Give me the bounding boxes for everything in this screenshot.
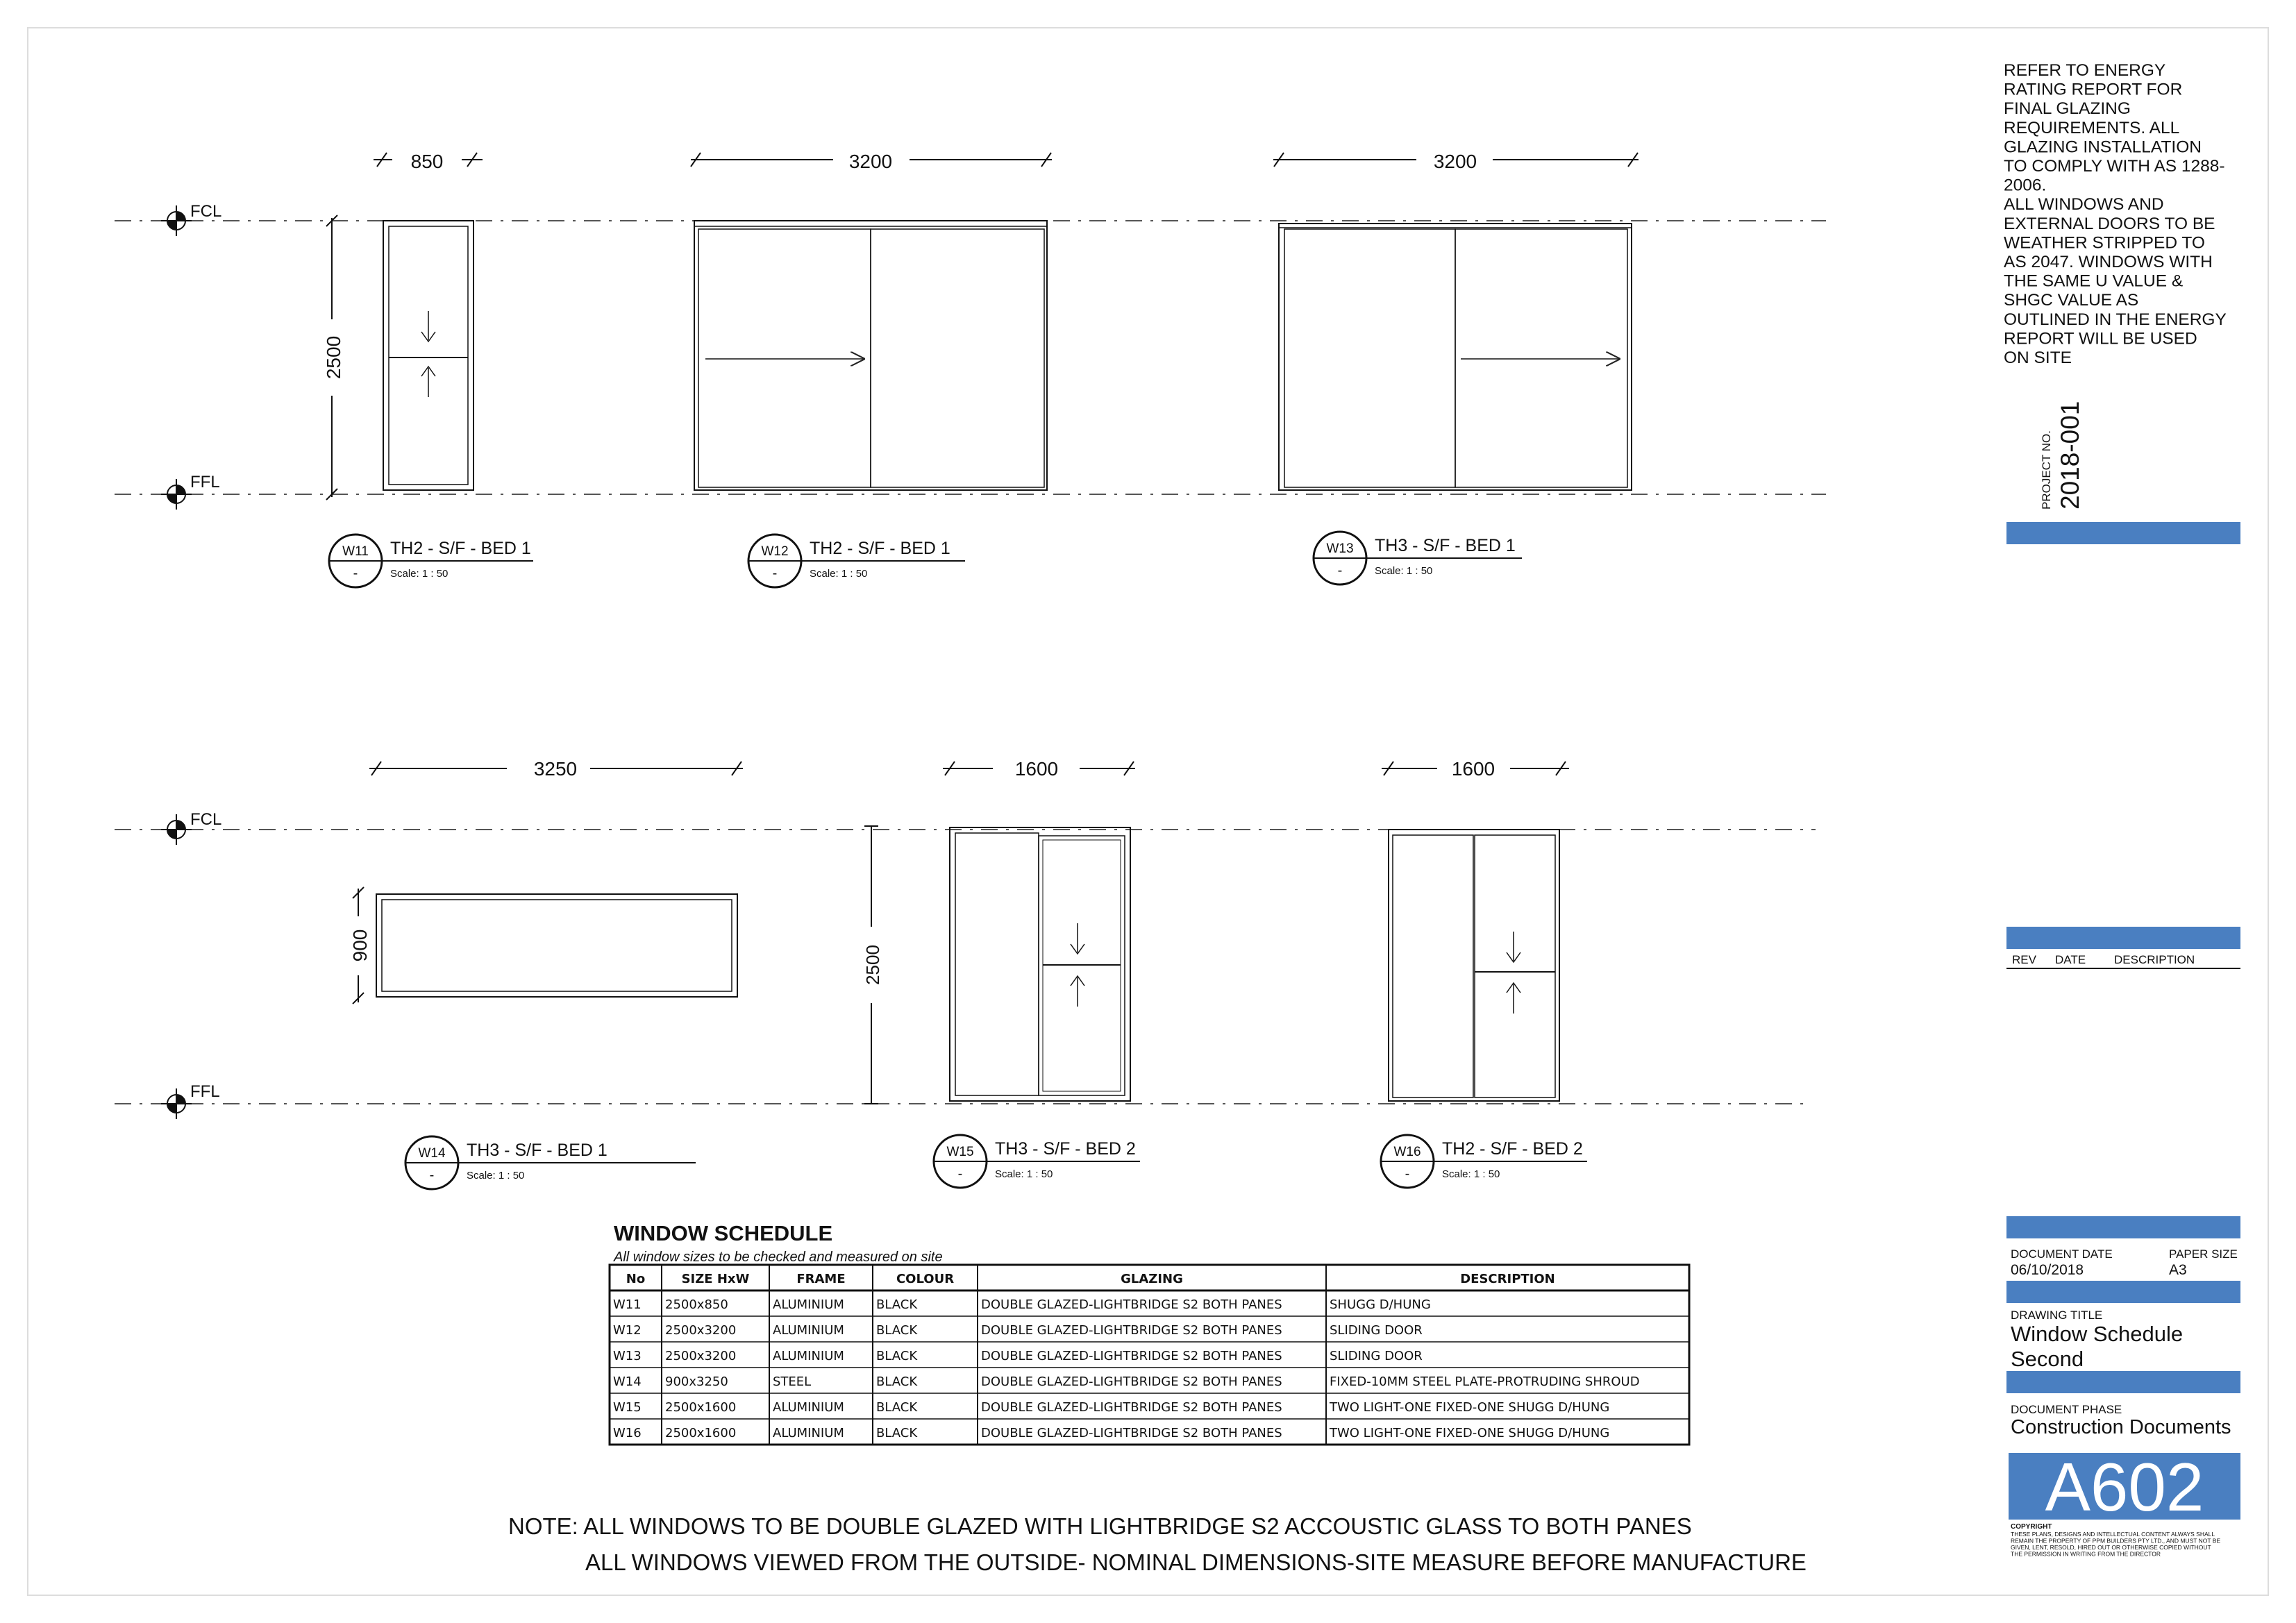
view-tag-w14-sub: -	[429, 1168, 435, 1183]
view-tag-w15	[934, 1135, 1140, 1188]
view-tag-w14-id: W14	[418, 1146, 446, 1161]
schedule-cell: 2500x3200	[665, 1323, 737, 1338]
w11-height-label: 2500	[323, 335, 344, 380]
drawing-title-line2: Second	[2011, 1347, 2084, 1371]
glazing-note	[2004, 61, 2227, 367]
view-tag-w15-sub: -	[957, 1166, 963, 1181]
drawing-title-label: DRAWING TITLE	[2011, 1309, 2103, 1322]
schedule-cell: ALUMINIUM	[773, 1400, 844, 1415]
glazing-note-line: AS 2047. WINDOWS WITH	[2004, 253, 2213, 271]
view-tag-w12-title: TH2 - S/F - BED 1	[810, 539, 950, 558]
band-revision	[2006, 927, 2240, 949]
glazing-note-line: SHGC VALUE AS	[2004, 291, 2139, 310]
view-tag-w12	[748, 535, 965, 587]
level-label-fcl-top: FCL	[190, 202, 222, 221]
schedule-cell: 2500x3200	[665, 1349, 737, 1363]
schedule-cell: 2500x1600	[665, 1426, 737, 1440]
glazing-note-line: 2006.	[2004, 176, 2047, 195]
view-tag-w11-scale: Scale: 1 : 50	[390, 568, 449, 580]
band-date	[2006, 1216, 2240, 1238]
view-tag-w16-sub: -	[1405, 1166, 1410, 1181]
view-tag-w16	[1381, 1135, 1587, 1188]
band-phase	[2006, 1371, 2240, 1393]
level-marker-ffl-bottom	[161, 1088, 192, 1119]
document-phase: Construction Documents	[2011, 1416, 2231, 1438]
schedule-cell: ALUMINIUM	[773, 1426, 844, 1440]
view-tag-w15-scale: Scale: 1 : 50	[995, 1168, 1053, 1180]
glazing-note-line: GLAZING INSTALLATION	[2004, 137, 2202, 157]
project-no: 2018-001	[2056, 401, 2084, 510]
schedule-cell: SHUGG D/HUNG	[1330, 1297, 1431, 1312]
schedule-cell: W16	[613, 1426, 642, 1440]
note-line-1: NOTE: ALL WINDOWS TO BE DOUBLE GLAZED WITH LIGHTBRIDGE S2 ACCOUSTIC GLASS TO BOTH PANES	[508, 1513, 1692, 1539]
schedule-cell: DOUBLE GLAZED-LIGHTBRIDGE S2 BOTH PANES	[981, 1426, 1282, 1440]
glazing-note-line: REPORT WILL BE USED	[2004, 329, 2197, 348]
view-tag-w12-scale: Scale: 1 : 50	[810, 568, 868, 580]
level-label-ffl-bottom: FFL	[190, 1082, 220, 1101]
view-tag-w13-scale: Scale: 1 : 50	[1375, 565, 1433, 577]
schedule-header-cell: DESCRIPTION	[1460, 1272, 1555, 1286]
glazing-note-line: THE SAME U VALUE &	[2004, 271, 2184, 291]
schedule-cell: W12	[613, 1323, 642, 1338]
schedule-cell: DOUBLE GLAZED-LIGHTBRIDGE S2 BOTH PANES	[981, 1297, 1282, 1312]
schedule-cell: DOUBLE GLAZED-LIGHTBRIDGE S2 BOTH PANES	[981, 1349, 1282, 1363]
schedule-title: WINDOW SCHEDULE	[614, 1221, 833, 1245]
w12-width-label: 3200	[848, 151, 893, 172]
schedule-cell: 2500x1600	[665, 1400, 737, 1415]
paper-size: A3	[2169, 1262, 2187, 1278]
schedule-cell: DOUBLE GLAZED-LIGHTBRIDGE S2 BOTH PANES	[981, 1374, 1282, 1389]
view-tag-w16-scale: Scale: 1 : 50	[1442, 1168, 1500, 1180]
view-tag-w11-title: TH2 - S/F - BED 1	[390, 539, 531, 558]
rev-header-description: DESCRIPTION	[2114, 953, 2195, 966]
glazing-note-line: WEATHER STRIPPED TO	[2004, 233, 2205, 253]
schedule-cell: ALUMINIUM	[773, 1323, 844, 1338]
paper-size-label: PAPER SIZE	[2169, 1247, 2238, 1261]
schedule-header-cell: No	[626, 1272, 646, 1286]
view-tag-w16-title: TH2 - S/F - BED 2	[1442, 1139, 1583, 1159]
level-label-fcl-bottom: FCL	[190, 810, 222, 829]
schedule-cell: ALUMINIUM	[773, 1349, 844, 1363]
schedule-cell: SLIDING DOOR	[1330, 1323, 1423, 1338]
window-w16-elevation	[1389, 830, 1559, 1101]
view-tag-w11-id: W11	[342, 544, 369, 559]
glazing-note-line: REFER TO ENERGY	[2004, 61, 2166, 80]
view-tag-w14	[405, 1136, 696, 1189]
glazing-note-line: EXTERNAL DOORS TO BE	[2004, 214, 2215, 233]
window-w11-elevation	[383, 221, 474, 490]
glazing-note-line: RATING REPORT FOR	[2004, 80, 2183, 99]
schedule-cell: DOUBLE GLAZED-LIGHTBRIDGE S2 BOTH PANES	[981, 1400, 1282, 1415]
view-tag-w12-sub: -	[772, 566, 778, 581]
w15-height-label: 2500	[862, 945, 883, 985]
schedule-header-cell: FRAME	[796, 1272, 846, 1286]
schedule-header-cell: SIZE HxW	[681, 1272, 750, 1286]
schedule-cell: 900x3250	[665, 1374, 728, 1389]
schedule-cell: TWO LIGHT-ONE FIXED-ONE SHUGG D/HUNG	[1330, 1426, 1610, 1440]
schedule-cell: BLACK	[876, 1323, 918, 1338]
schedule-cell: STEEL	[773, 1374, 812, 1389]
copyright-label: COPYRIGHT	[2011, 1523, 2052, 1531]
band-project	[2006, 522, 2240, 544]
view-tag-w14-title: TH3 - S/F - BED 1	[467, 1141, 607, 1160]
document-date: 06/10/2018	[2011, 1262, 2084, 1278]
window-w13-elevation	[1279, 224, 1632, 490]
window-w14-elevation	[376, 894, 737, 997]
schedule-cell: BLACK	[876, 1297, 918, 1312]
copyright-line: REMAIN THE PROPERTY OF PPM BUILDERS PTY LTD., AND MUST NOT BE	[2011, 1537, 2221, 1545]
drawing-title-line1: Window Schedule	[2011, 1322, 2184, 1346]
level-marker-fcl-bottom	[161, 814, 192, 845]
glazing-note-line: OUTLINED IN THE ENERGY	[2004, 310, 2227, 329]
copyright-line: THE PERMISSION IN WRITING FROM THE DIRECTOR	[2011, 1550, 2161, 1558]
project-no-label: PROJECT NO.	[2040, 430, 2053, 510]
schedule-header-cell: GLAZING	[1121, 1272, 1183, 1286]
w13-width-label: 3200	[1433, 151, 1477, 172]
w14-width-label: 3250	[533, 758, 578, 780]
copyright-line: GIVEN, LENT, RESOLD, HIRED OUT OR OTHERWISE COPIED WITHOUT	[2011, 1544, 2211, 1551]
level-label-ffl-top: FFL	[190, 473, 220, 491]
rev-header-rev: REV	[2012, 953, 2036, 966]
glazing-note-line: ON SITE	[2004, 348, 2072, 367]
copyright-line: THESE PLANS, DESIGNS AND INTELLECTUAL CONTENT ALWAYS SHALL	[2011, 1531, 2215, 1538]
view-tag-w13-title: TH3 - S/F - BED 1	[1375, 536, 1516, 555]
schedule-cell: BLACK	[876, 1374, 918, 1389]
schedule-cell: W11	[613, 1297, 642, 1312]
document-date-label: DOCUMENT DATE	[2011, 1247, 2113, 1261]
rev-header-date: DATE	[2055, 953, 2086, 966]
w11-width-label: 850	[410, 151, 444, 172]
w14-height-label: 900	[349, 929, 371, 962]
schedule-header-cell: COLOUR	[896, 1272, 955, 1286]
schedule-cell: DOUBLE GLAZED-LIGHTBRIDGE S2 BOTH PANES	[981, 1323, 1282, 1338]
schedule-cell: BLACK	[876, 1400, 918, 1415]
view-tag-w15-id: W15	[946, 1145, 974, 1159]
w16-width-label: 1600	[1451, 758, 1495, 780]
view-tag-w14-scale: Scale: 1 : 50	[467, 1170, 525, 1181]
glazing-note-line: FINAL GLAZING	[2004, 99, 2131, 119]
glazing-note-line: TO COMPLY WITH AS 1288-	[2004, 157, 2225, 176]
view-tag-w16-id: W16	[1393, 1145, 1421, 1159]
schedule-cell: W15	[613, 1400, 642, 1415]
note-line-2: ALL WINDOWS VIEWED FROM THE OUTSIDE- NOMINAL DIMENSIONS-SITE MEASURE BEFORE MANUFACTURE	[585, 1549, 1807, 1575]
view-tag-w13-sub: -	[1337, 563, 1343, 578]
view-tag-w12-id: W12	[761, 544, 789, 559]
schedule-cell: FIXED-10MM STEEL PLATE-PROTRUDING SHROUD	[1330, 1374, 1640, 1389]
schedule-cell: SLIDING DOOR	[1330, 1349, 1423, 1363]
level-marker-ffl-top	[161, 479, 192, 510]
schedule-cell: TWO LIGHT-ONE FIXED-ONE SHUGG D/HUNG	[1330, 1400, 1610, 1415]
view-tag-w13	[1314, 532, 1522, 585]
schedule-cell: W13	[613, 1349, 642, 1363]
schedule-cell: ALUMINIUM	[773, 1297, 844, 1312]
schedule-table	[610, 1265, 1689, 1445]
view-tag-w11-sub: -	[353, 566, 358, 581]
level-marker-fcl-top	[161, 205, 192, 236]
schedule-cell: W14	[613, 1374, 642, 1389]
view-tag-w11	[329, 535, 533, 587]
level-lines-bottom	[115, 830, 1816, 1104]
schedule-subtitle: All window sizes to be checked and measured on site	[614, 1250, 943, 1265]
schedule-cell: BLACK	[876, 1426, 918, 1440]
level-lines-top	[115, 221, 1826, 494]
window-w12-elevation	[694, 221, 1047, 490]
view-tag-w13-id: W13	[1326, 541, 1354, 556]
schedule-cell: 2500x850	[665, 1297, 728, 1312]
schedule-cell: BLACK	[876, 1349, 918, 1363]
copyright-text	[2011, 1531, 2220, 1558]
w15-width-label: 1600	[1014, 758, 1059, 780]
view-tag-w15-title: TH3 - S/F - BED 2	[995, 1139, 1136, 1159]
band-title	[2006, 1281, 2240, 1303]
glazing-note-line: REQUIREMENTS. ALL	[2004, 118, 2180, 137]
sheet-number: A602	[2045, 1449, 2204, 1525]
document-phase-label: DOCUMENT PHASE	[2011, 1403, 2122, 1416]
window-w15-elevation	[950, 827, 1130, 1101]
glazing-note-line: ALL WINDOWS AND	[2004, 195, 2164, 215]
